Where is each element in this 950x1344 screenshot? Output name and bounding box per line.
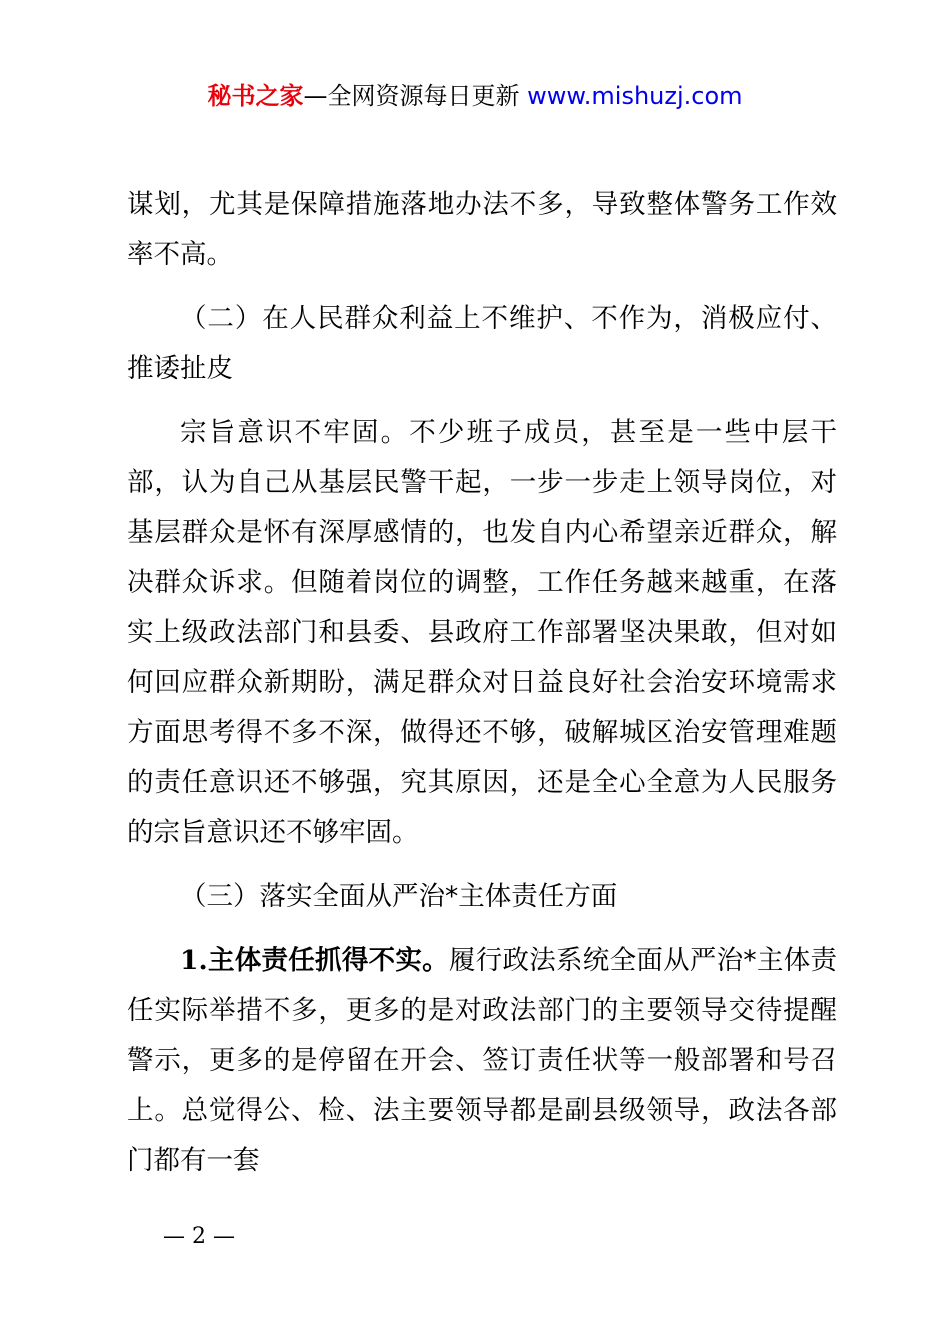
header-tagline: —全网资源每日更新 [303, 82, 520, 110]
site-url-link[interactable]: www.mishuzj.com [519, 82, 743, 110]
paragraph-purpose-awareness: 宗旨意识不牢固。不少班子成员，甚至是一些中层干部，认为自己从基层民警干起，一步一步走上领导岗位，对基层群众是怀有深厚感情的，也发自内心希望亲近群众，解决群众诉求。但随着岗位的调整，工作任务越来越重，在落实上级政法部门和县委、县政府工作部署坚决果敢，但对如何回应群众新期盼，满足群众对日益良好社会治安环境需求方面思考得不多不深，做得还不够，破解城区治安管理难题的责任意识还不够强，究其原因，还是全心全意为人民服务的宗旨意识还不够牢固。 [127, 417, 837, 848]
lead-text: 主体责任抓得不实。 [207, 945, 449, 976]
lead-number: 1. [180, 945, 208, 976]
section-heading-3: （三）落实全面从严治*主体责任方面 [180, 881, 618, 912]
paragraph-main-responsibility [127, 936, 837, 1186]
paragraph-text: 履行政法系统全面从严治*主体责任实际举措不多，更多的是对政法部门的主要领导交待提醒警示，更多的是停留在开会、签订责任状等一般部署和号召上。总觉得公、检、法主要领导都是副县级领导，政法各部门都有一套 [127, 945, 838, 1176]
paragraph-continuation: 谋划，尤其是保障措施落地办法不多，导致整体警务工作效率不高。 [127, 189, 837, 270]
page-number: — 2 — [163, 1224, 235, 1249]
document-body [127, 180, 837, 1200]
lead-phrase [180, 945, 449, 976]
page-header [0, 80, 950, 112]
section-heading-2: （二）在人民群众利益上不维护、不作为，消极应付、推诿扯皮 [127, 303, 837, 384]
brand-name: 秘书之家 [207, 82, 304, 110]
